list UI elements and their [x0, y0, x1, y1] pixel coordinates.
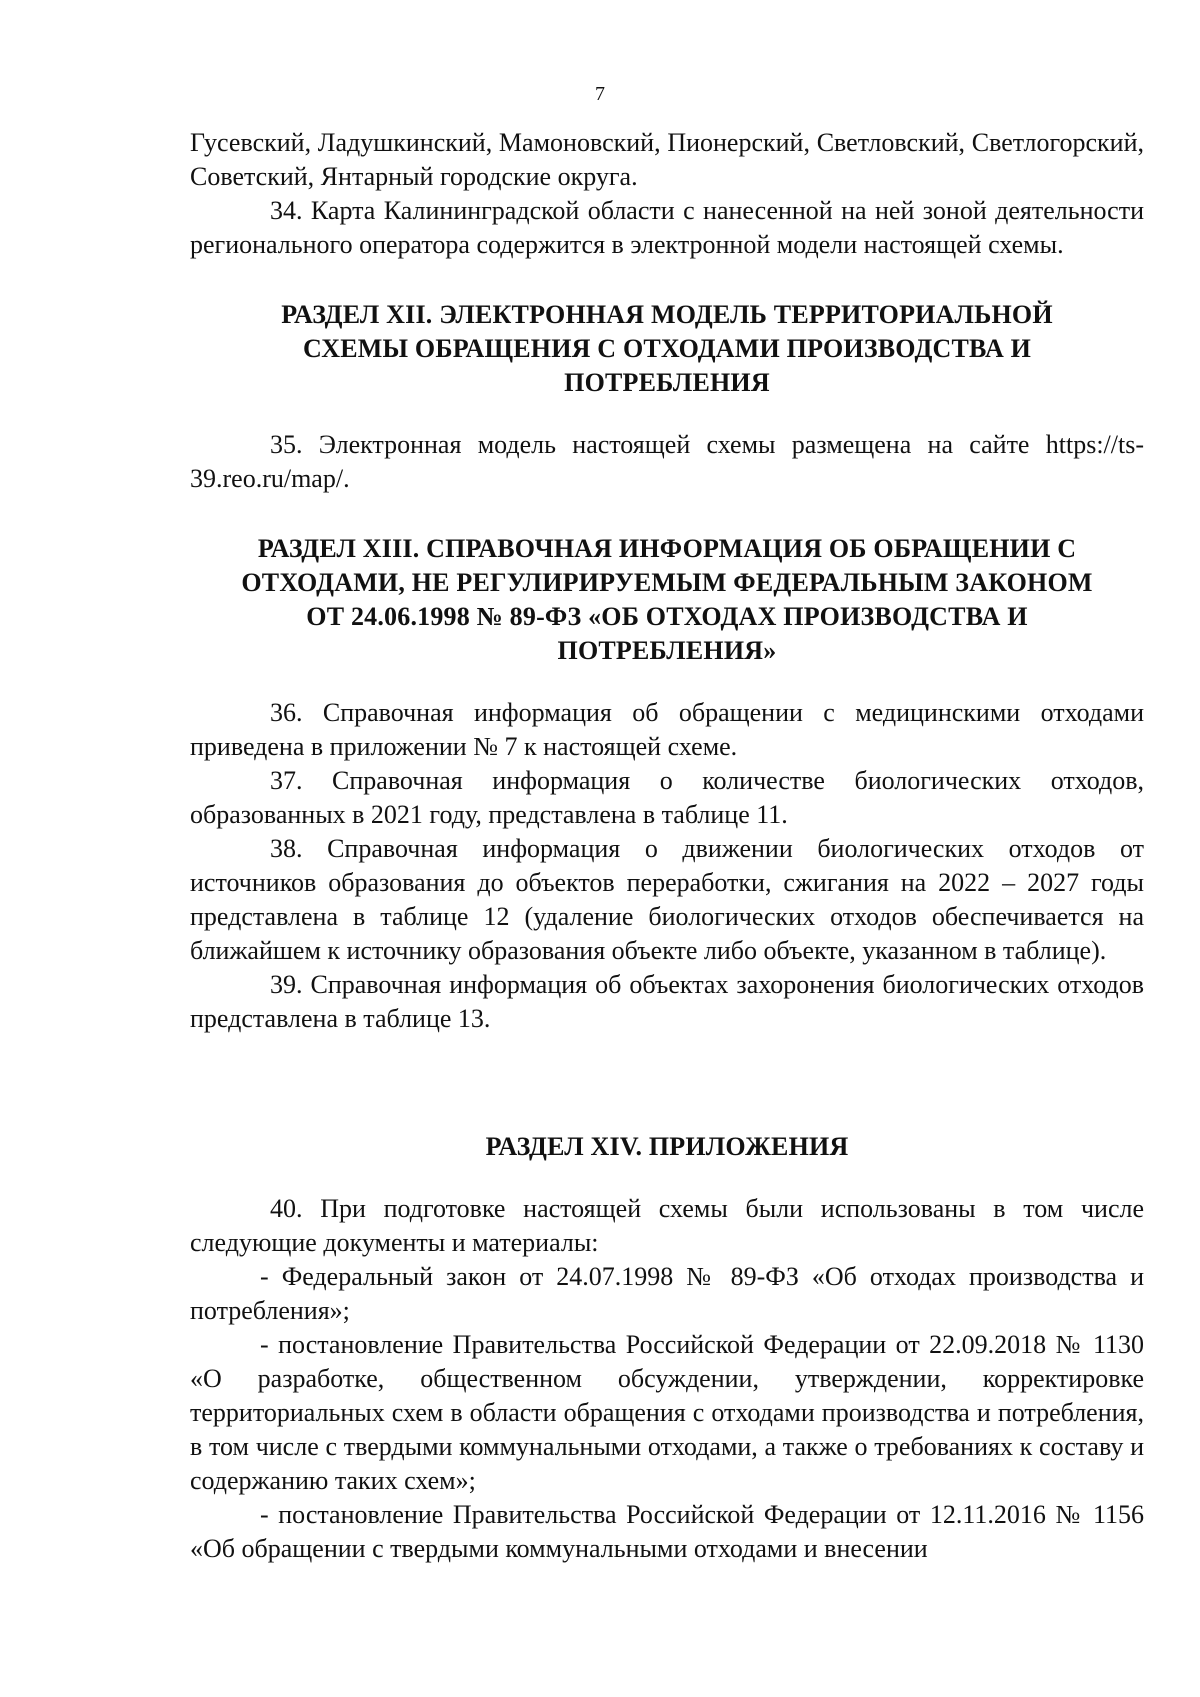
section-xiii-heading-line-1: РАЗДЕЛ XIII. СПРАВОЧНАЯ ИНФОРМАЦИЯ ОБ ОБРАЩЕНИИ С [257, 534, 1077, 563]
section-xiii-heading-line-4: ПОТРЕБЛЕНИЯ» [557, 636, 777, 665]
paragraph-37: 37. Справочная информация о количестве биологических отходов, образованных в 2021 году, представлена в таблице 11. [190, 766, 1144, 829]
section-xii-heading-line-2: СХЕМЫ ОБРАЩЕНИЯ С ОТХОДАМИ ПРОИЗВОДСТВА И [302, 334, 1032, 363]
paragraph-39: 39. Справочная информация об объектах захоронения биологических отходов представлена в таблице 13. [190, 970, 1144, 1033]
section-xiii-heading-line-2: ОТХОДАМИ, НЕ РЕГУЛИРИРУЕМЫМ ФЕДЕРАЛЬНЫМ ЗАКОНОМ [241, 568, 1093, 597]
paragraph-35: 35. Электронная модель настоящей схемы размещена на сайте https://ts-39.reo.ru/map/. [190, 430, 1144, 493]
paragraph-38: 38. Справочная информация о движении биологических отходов от источников образования до объектов переработки, сжигания на 2022 – 2027 годы представлена в таблице 12 (удаление биологических отходов обеспечивается на ближайшем к источнику образования объекте либо объекте, указанном в таблице). [190, 834, 1144, 965]
section-xiii-heading [190, 532, 1144, 668]
section-xii-heading-line-3: ПОТРЕБЛЕНИЯ [564, 368, 770, 397]
list-item-federal-law: - Федеральный закон от 24.07.1998 № 89-ФЗ «Об отходах производства и потребления»; [190, 1262, 1144, 1325]
page-number: 7 [595, 83, 605, 105]
section-xii-heading-line-1: РАЗДЕЛ XII. ЭЛЕКТРОННАЯ МОДЕЛЬ ТЕРРИТОРИАЛЬНОЙ [281, 300, 1053, 329]
section-xii-heading [190, 298, 1144, 400]
section-xiii-heading-line-3: ОТ 24.06.1998 № 89-ФЗ «ОБ ОТХОДАХ ПРОИЗВОДСТВА И [306, 602, 1028, 631]
section-xiv-heading: РАЗДЕЛ XIV. ПРИЛОЖЕНИЯ [485, 1132, 849, 1161]
paragraph-continuation: Гусевский, Ладушкинский, Мамоновский, Пионерский, Светловский, Светлогорский, Советский, Янтарный городские округа. [190, 128, 1144, 191]
paragraph-36: 36. Справочная информация об обращении с медицинскими отходами приведена в приложении № 7 к настоящей схеме. [190, 698, 1144, 761]
paragraph-40: 40. При подготовке настоящей схемы были использованы в том числе следующие документы и материалы: [190, 1194, 1144, 1257]
paragraph-34: 34. Карта Калининградской области с нанесенной на ней зоной деятельности регионального оператора содержится в электронной модели настоящей схемы. [190, 196, 1144, 259]
list-item-resolution-1130: - постановление Правительства Российской Федерации от 22.09.2018 № 1130 «О разработке, общественном обсуждении, утверждении, корректировке территориальных схем в области обращения с отходами производства и потребления, в том числе с твердыми коммунальными отходами, а также о требованиях к составу и содержанию таких схем»; [190, 1330, 1144, 1495]
page-content [190, 126, 1144, 1566]
list-item-resolution-1156: - постановление Правительства Российской Федерации от 12.11.2016 № 1156 «Об обращении с твердыми коммунальными отходами и внесении [190, 1500, 1144, 1563]
